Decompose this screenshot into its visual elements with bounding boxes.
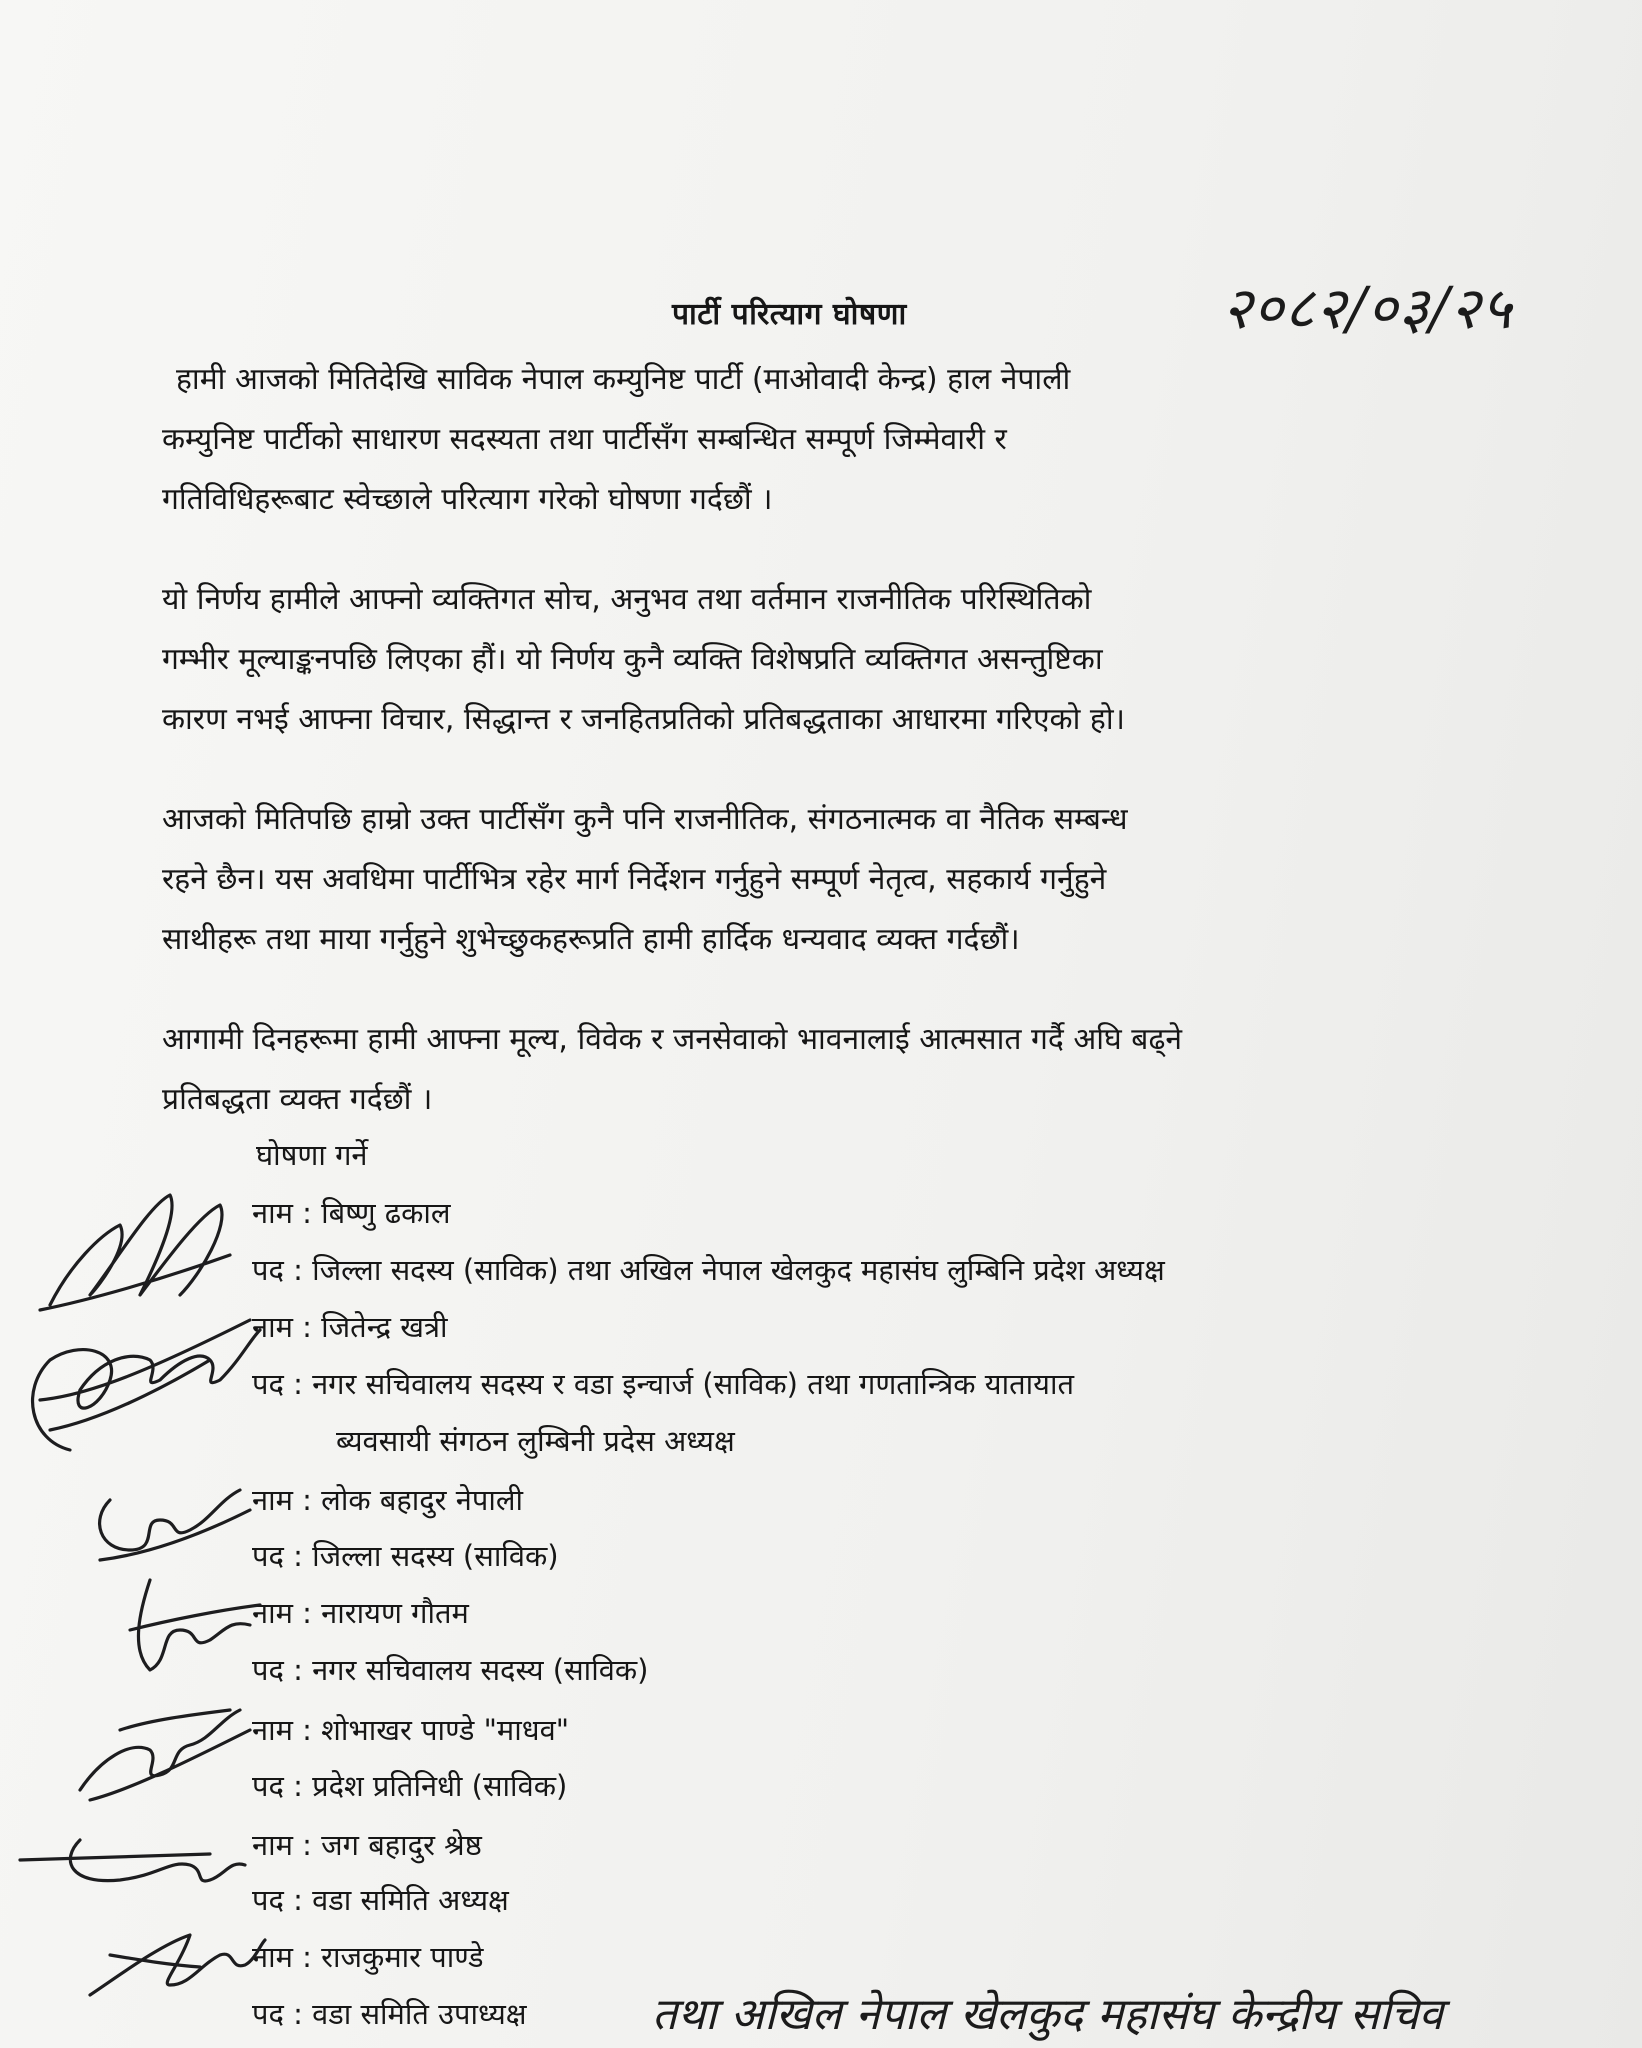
signer-name: नाम : नारायण गौतम: [252, 1596, 469, 1630]
signer-post-continued: ब्यवसायी संगठन लुम्बिनी प्रदेस अध्यक्ष: [336, 1424, 735, 1458]
signer-post: पद : जिल्ला सदस्य (साविक) तथा अखिल नेपाल खेलकुद महासंघ लुम्बिनि प्रदेश अध्यक्ष: [252, 1253, 1165, 1287]
signers-heading: घोषणा गर्ने: [256, 1138, 368, 1172]
signer-post: पद : प्रदेश प्रतिनिधी (साविक): [252, 1769, 568, 1803]
signature-7: [70, 1915, 270, 2015]
signer-name: नाम : जग बहादुर श्रेष्ठ: [252, 1828, 482, 1862]
paragraph-line: आजको मितिपछि हाम्रो उक्त पार्टीसँग कुनै पनि राजनीतिक, संगठनात्मक वा नैतिक सम्बन्ध: [162, 802, 1128, 837]
signer-name: नाम : बिष्णु ढकाल: [252, 1196, 451, 1230]
signer-name: नाम : लोक बहादुर नेपाली: [252, 1483, 524, 1517]
signature-6: [10, 1820, 260, 1900]
signature-5: [60, 1700, 260, 1810]
paragraph-line: गतिविधिहरूबाट स्वेच्छाले परित्याग गरेको घोषणा गर्दछौं ।: [162, 482, 773, 517]
handwritten-date: २०८२/०३/२५: [1222, 274, 1513, 342]
paragraph-3: [162, 790, 1492, 970]
paragraph-line: रहने छैन। यस अवधिमा पार्टीभित्र रहेर मार्ग निर्देशन गर्नुहुने सम्पूर्ण नेतृत्व, सहकार्य गर्नुहुने: [162, 862, 1107, 897]
paragraph-line: कम्युनिष्ट पार्टीको साधारण सदस्यता तथा पार्टीसँग सम्बन्धित सम्पूर्ण जिम्मेवारी र: [162, 422, 1007, 457]
paragraph-line: कारण नभई आफ्ना विचार, सिद्धान्त र जनहितप्रतिको प्रतिबद्धताका आधारमा गरिएको हो।: [162, 702, 1125, 737]
paragraph-2: [162, 570, 1492, 750]
paragraph-line: आगामी दिनहरूमा हामी आफ्ना मूल्य, विवेक र जनसेवाको भावनालाई आत्मसात गर्दै अघि बढ्ने: [162, 1022, 1182, 1057]
signer-name: नाम : शोभाखर पाण्डे "माधव": [252, 1713, 570, 1747]
signer-name: नाम : जितेन्द्र खत्री: [252, 1310, 448, 1344]
signer-post: पद : वडा समिति उपाध्यक्ष: [252, 1997, 527, 2031]
signature-2: [10, 1300, 270, 1460]
signer-post: पद : जिल्ला सदस्य (साविक): [252, 1539, 559, 1573]
paragraph-4: [162, 1010, 1492, 1130]
signer-post: पद : नगर सचिवालय सदस्य र वडा इन्चार्ज (साविक) तथा गणतान्त्रिक यातायात: [252, 1367, 1074, 1401]
paragraph-line: प्रतिबद्धता व्यक्त गर्दछौं ।: [162, 1082, 433, 1117]
signature-4: [110, 1570, 270, 1680]
signature-3: [80, 1480, 260, 1570]
paragraph-line: साथीहरू तथा माया गर्नुहुने शुभेच्छुकहरूप्रति हामी हार्दिक धन्यवाद व्यक्त गर्दछौं।: [162, 922, 1020, 957]
signer-post: पद : नगर सचिवालय सदस्य (साविक): [252, 1653, 649, 1687]
paragraph-line: यो निर्णय हामीले आफ्नो व्यक्तिगत सोच, अनुभव तथा वर्तमान राजनीतिक परिस्थितिको: [162, 582, 1092, 617]
signer-post: पद : वडा समिति अध्यक्ष: [252, 1883, 509, 1917]
paragraph-line: गम्भीर मूल्याङ्कनपछि लिएका हौं। यो निर्णय कुनै व्यक्ति विशेषप्रति व्यक्तिगत असन्तुष्टिका: [162, 642, 1103, 677]
paragraph-1: [162, 350, 1492, 530]
paragraph-line: हामी आजको मितिदेखि साविक नेपाल कम्युनिष्ट पार्टी (माओवादी केन्द्र) हाल नेपाली: [176, 362, 1071, 397]
handwritten-note: तथा अखिल नेपाल खेलकुद महासंघ केन्द्रीय सचिव: [652, 1989, 1443, 2040]
document-title: पार्टी परित्याग घोषणा: [672, 297, 907, 332]
signer-name: नाम : राजकुमार पाण्डे: [252, 1940, 484, 1974]
